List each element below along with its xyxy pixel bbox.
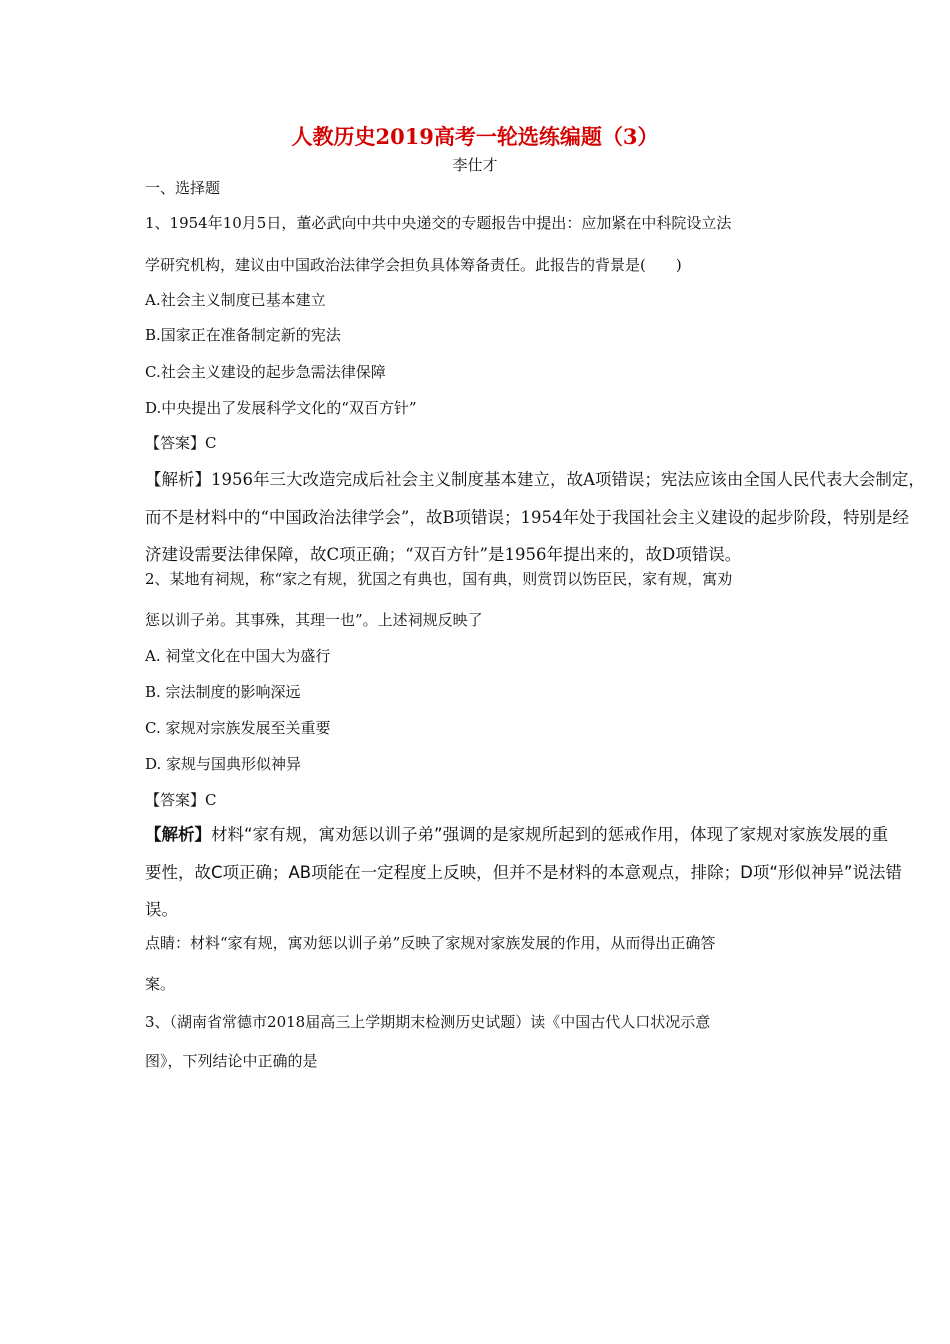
q3-stem-line-2: 图》，下列结论中正确的是: [145, 1052, 318, 1070]
q2-analysis-text: 材料“家有规，寓劝惩以训子弟”强调的是家规所起到的惩戒作用，体现了家规对家族发展的重: [211, 825, 889, 844]
q2-option-a: A. 祠堂文化在中国大为盛行: [145, 647, 331, 665]
q1-analysis-line-2: 而不是材料中的“中国政治法律学会”，故B项错误；1954年处于我国社会主义建设的起步阶段，特别是经: [145, 508, 909, 527]
q3-stem-line-1: 3、（湖南省常德市2018届高三上学期期末检测历史试题）读《中国古代人口状况示意: [145, 1013, 711, 1031]
q1-answer: 【答案】C: [145, 434, 217, 452]
q2-answer: 【答案】C: [145, 791, 217, 809]
q1-stem-line-2: 学研究机构，建议由中国政治法律学会担负具体筹备责任。此报告的背景是( ): [145, 256, 682, 274]
q1-analysis-line-1: [145, 469, 925, 491]
q1-option-a: A.社会主义制度已基本建立: [145, 291, 326, 309]
q2-stem-line-2: 惩以训子弟。其事殊，其理一也”。上述祠规反映了: [145, 611, 483, 629]
q2-analysis-line-3: 误。: [145, 900, 178, 919]
q1-stem-line-1: 1、1954年10月5日，董必武向中共中央递交的专题报告中提出：应加紧在中科院设立法: [145, 214, 732, 232]
q1-analysis-text: 1956年三大改造完成后社会主义制度基本建立，故A项错误；宪法应该由全国人民代表大会制定，: [211, 470, 925, 489]
q1-option-c: C.社会主义建设的起步急需法律保障: [145, 363, 386, 381]
q2-analysis-line-2: 要性，故C项正确；AB项能在一定程度上反映，但并不是材料的本意观点，排除；D项“形似神异”说法错: [145, 863, 902, 882]
q1-option-b: B.国家正在准备制定新的宪法: [145, 326, 341, 344]
q2-stem-line-1: 2、某地有祠规，称“家之有规，犹国之有典也，国有典，则赏罚以饬臣民，家有规，寓劝: [145, 570, 733, 588]
q1-option-d: D.中央提出了发展科学文化的“双百方针”: [145, 399, 417, 417]
page-title: 人教历史2019高考一轮选练编题（3）: [291, 124, 659, 149]
q2-note-line-2: 案。: [145, 975, 176, 993]
q2-note-line-1: 点睛：材料“家有规，寓劝惩以训子弟”反映了家规对家族发展的作用，从而得出正确答: [145, 934, 716, 952]
q2-analysis-line-1: [145, 824, 888, 846]
q2-option-d: D. 家规与国典形似神异: [145, 755, 302, 773]
section-heading: 一、选择题: [145, 179, 221, 197]
q1-analysis-label: 【解析】: [145, 470, 211, 489]
q2-analysis-label: 【解析】: [145, 825, 211, 844]
q2-option-b: B. 宗法制度的影响深远: [145, 683, 301, 701]
q1-analysis-line-3: 济建设需要法律保障，故C项正确；“双百方针”是1956年提出来的，故D项错误。: [145, 545, 742, 564]
author-name: 李仕才: [452, 156, 498, 174]
q2-option-c: C. 家规对宗族发展至关重要: [145, 719, 331, 737]
